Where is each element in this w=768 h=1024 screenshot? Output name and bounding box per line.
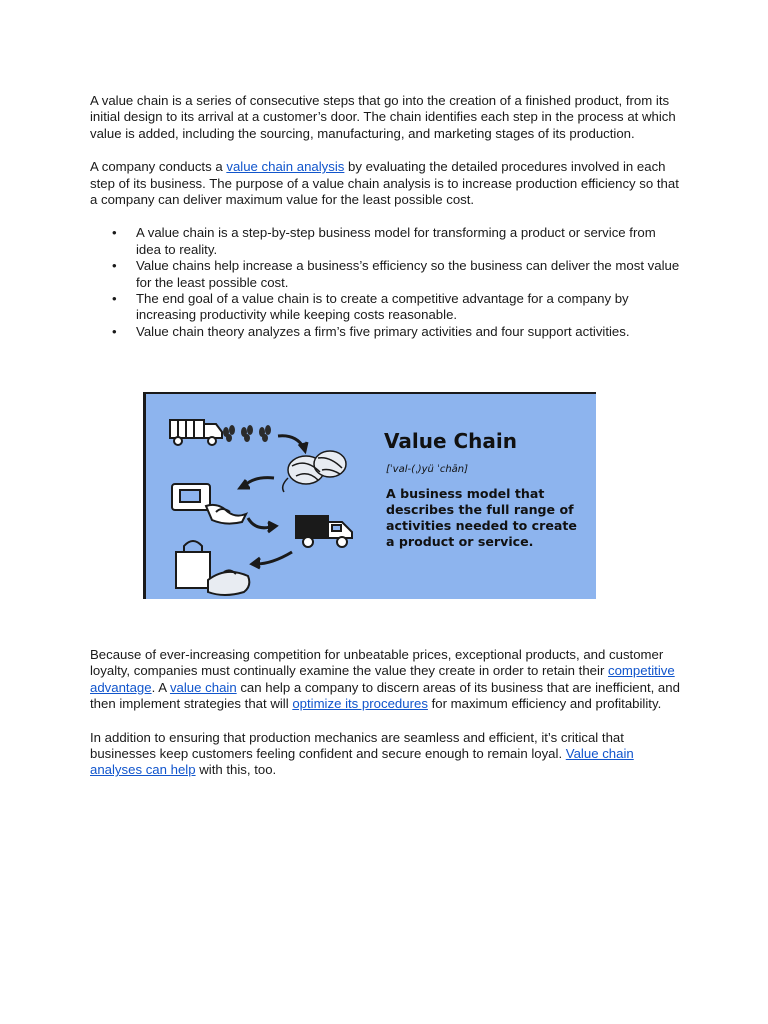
loyalty-paragraph [90,730,685,779]
optimize-procedures-link[interactable]: optimize its procedures [292,696,428,712]
yarn-icon [283,451,346,492]
figure-title: Value Chain [384,429,518,453]
analysis-text-after: by evaluating the detailed procedures involved in each step of its business. The purpose of a value chain analysis is to increase production efficiency so that a company can deliver maximum value for the least possible cost. [90,159,679,208]
delivery-truck-icon [296,516,352,547]
figure-pronunciation: [ˈval-(ˌ)yü ˈchān] [386,464,469,475]
arrow-icon [240,478,274,488]
intro-paragraph: A value chain is a series of consecutive steps that go into the creation of a finished product, from its initial design to its arrival at a customer’s door. The chain identifies each step in the process at which value is added, including the sourcing, manufacturing, and marketing stages of its production. [90,93,676,141]
pillow-icon [208,570,249,595]
figure-description: A business model that describes the full range of activities needed to create a product or service. [386,486,577,549]
arrow-icon [278,436,307,451]
sewing-machine-icon [172,484,246,524]
list-item: • Value chain theory analyzes a firm’s five primary activities and four support activities. [90,324,680,340]
value-chain-analysis-link[interactable]: value chain analysis [226,159,345,175]
truck-icon [170,420,222,445]
value-chain-figure [143,392,596,599]
key-takeaways-list [90,225,680,340]
competition-paragraph [90,647,685,713]
analysis-paragraph [90,159,680,208]
text-segment: can help a company to discern areas of its business that are inefficient, and then implement strategies that will [90,679,680,712]
body-section [90,647,685,779]
text-segment: In addition to ensuring that production mechanics are seamless and efficient, it’s critical that businesses keep customers feeling confident and secure enough to remain loyal. [90,729,624,762]
list-item: • A value chain is a step-by-step business model for transforming a product or service from idea to reality. [90,225,680,258]
intro-section [90,93,680,340]
text-segment: Because of ever-increasing competition for unbeatable prices, exceptional products, and customer loyalty, companies must continually examine the value they create in order to retain their [90,647,664,679]
list-item: • The end goal of a value chain is to create a competitive advantage for a company by increasing productivity while keeping costs reasonable. [90,291,680,324]
text-segment: with this, too. [195,762,277,778]
analysis-text-before: A company conducts a [90,159,227,175]
value-chain-analyses-link[interactable]: Value chain analyses can help [90,746,634,778]
value-chain-illustration [146,394,386,599]
competitive-advantage-link[interactable]: competitive advantage [90,663,675,695]
text-segment: for maximum efficiency and profitability. [427,696,662,712]
plant-icon [223,425,271,442]
arrow-icon [248,518,276,532]
shopping-bag-icon [176,541,210,588]
list-item: • Value chains help increase a business’s efficiency so the business can deliver the most value for the least possible cost. [90,258,680,291]
text-segment: . A [151,679,170,695]
value-chain-link[interactable]: value chain [169,679,237,695]
arrow-icon [252,552,292,568]
